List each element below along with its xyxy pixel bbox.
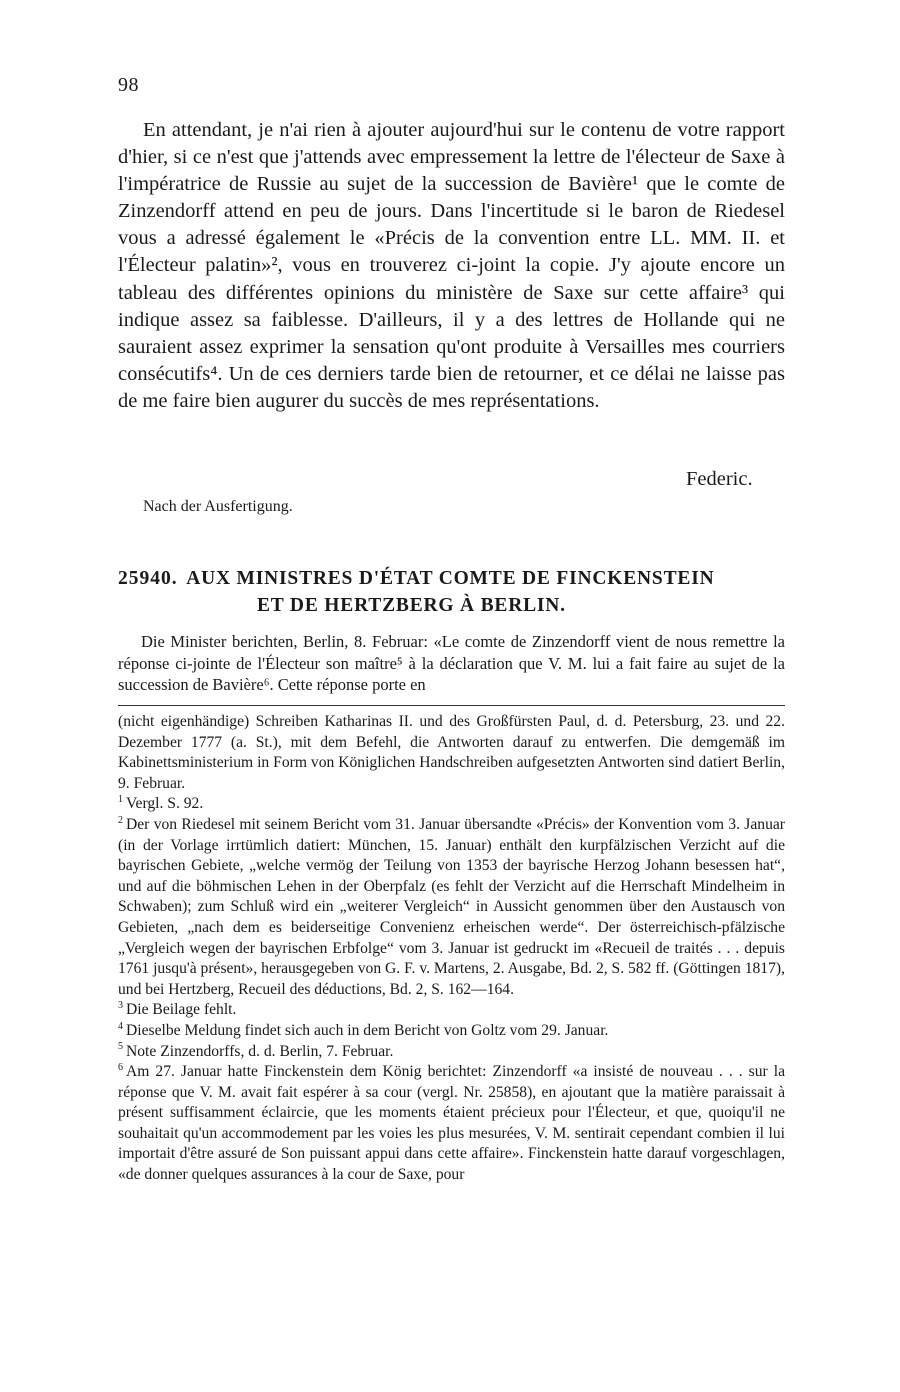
heading-line-2: ET DE HERTZBERG À BERLIN. bbox=[257, 595, 566, 616]
source-note: Nach der Ausfertigung. bbox=[143, 498, 293, 515]
footnote-4 bbox=[118, 1021, 785, 1042]
footnote-text: Note Zinzendorffs, d. d. Berlin, 7. Februar. bbox=[126, 1042, 394, 1060]
ministers-report: Die Minister berichten, Berlin, 8. Februar: «Le comte de Zinzendorff vient de nous remettre la réponse ci-jointe de l'Électeur son maître⁵ à la déclaration que V. M. lui a fait faire au sujet de la succession de Bavière⁶. Cette réponse porte en bbox=[118, 632, 785, 694]
letter-signature: Federic. bbox=[686, 468, 753, 490]
footnote-marker: 6 bbox=[118, 1061, 123, 1073]
footnote-text: Die Beilage fehlt. bbox=[126, 1001, 237, 1019]
footnote-marker: 3 bbox=[118, 1000, 123, 1012]
footnote-text: Vergl. S. 92. bbox=[126, 795, 204, 813]
footnote-1 bbox=[118, 794, 785, 815]
footnote-marker: 2 bbox=[118, 814, 123, 826]
footnote-marker: 1 bbox=[118, 794, 123, 806]
letter-body: En attendant, je n'ai rien à ajouter aujourd'hui sur le contenu de votre rapport d'hier, si ce n'est que j'attends avec empressement la lettre de l'électeur de Saxe à l'impératrice de Russie au sujet de la succession de Bavière¹ que le comte de Zinzendorff attend en peu de jours. Dans l'incertitude si le baron de Riedesel vous a adressé également le «Précis de la convention entre LL. MM. II. et l'Électeur palatin»², vous en trouverez ci-joint la copie. J'y ajoute encore un tableau des différentes opinions du ministère de Saxe sur cette affaire³ qui indique assez sa faiblesse. D'ailleurs, il y a des lettres de Hollande qui ne sauraient assez exprimer la sensation qu'ont produite à Versailles mes courriers consécutifs⁴. Un de ces derniers tarde bien de retourner, et ce délai ne laisse pas de me faire bien augurer du succès de mes représentations. bbox=[118, 119, 785, 412]
footnote-continued bbox=[118, 712, 785, 794]
heading-line-1: AUX MINISTRES D'ÉTAT COMTE DE FINCKENSTEIN bbox=[186, 568, 715, 589]
footnote-marker: 4 bbox=[118, 1020, 123, 1032]
footnote-3 bbox=[118, 1000, 785, 1021]
document-number: 25940. bbox=[118, 568, 178, 589]
footnote-5 bbox=[118, 1042, 785, 1063]
page-number: 98 bbox=[118, 74, 139, 96]
footnote-2 bbox=[118, 815, 785, 1000]
footnote-text: Dieselbe Meldung findet sich auch in dem Bericht von Goltz vom 29. Januar. bbox=[126, 1021, 609, 1039]
footnote-6 bbox=[118, 1062, 785, 1186]
footnote-text: (nicht eigenhändige) Schreiben Katharinas II. und des Großfürsten Paul, d. d. Petersburg, 23. und 22. Dezember 1777 (a. St.), mit dem Befehl, die Antworten darauf zu entwerfen. Die demgemäß im Kabinettsministerium in Form von Königlichen Handschreiben aufgesetzten Antworten sind datiert Berlin, 9. Februar. bbox=[118, 713, 785, 792]
footnote-text: Der von Riedesel mit seinem Bericht vom 31. Januar übersandte «Précis» der Konvention vom 3. Januar (in der Vorlage irrtümlich datiert: München, 15. Januar) enthält den kurpfälzischen Verzicht auf die bayrischen Gebiete, „welche vermög der Teilung von 1353 der bayrische Herzog Johann besessen hat“, und auf die böhmischen Lehen in der Oberpfalz (es fehlt der Verzicht auf die Herrschaft Mindelheim in Schwaben); zum Schluß wird ein „weiterer Vergleich“ in Aussicht genommen über den Austausch von Gebieten, „nach dem es beiderseitige Convenienz erheischen werde“. Der österreichisch-pfälzische „Vergleich wegen der bayrischen Erbfolge“ vom 3. Januar ist gedruckt im «Recueil de traités . . . depuis 1761 jusqu'à présent», herausgegeben von G. F. v. Martens, 2. Ausgabe, Bd. 2, S. 582 ff. (Göttingen 1817), und bei Hertzberg, Recueil des déductions, Bd. 2, S. 162—164. bbox=[118, 815, 785, 998]
footnote-text: Am 27. Januar hatte Finckenstein dem König berichtet: Zinzendorff «a insisté de nouveau . . . sur la réponse que V. M. avait fait espérer à sa cour (vergl. Nr. 25858), en ajoutant que la matière paraissait à présent suffisamment éclaircie, que les moments étaient précieux pour l'Électeur, et que, quoiqu'il ne souhaitait qu'un accommodement par les voies les plus mesurées, V. M. sentirait cependant combien il lui importait d'être assuré de Son puissant appui dans cette affaire». Finckenstein hatte darauf vorgeschlagen, «de donner quelques assurances à la cour de Saxe, pour bbox=[118, 1063, 785, 1184]
footnote-marker: 5 bbox=[118, 1041, 123, 1053]
footnote-divider bbox=[118, 705, 785, 706]
document-heading bbox=[118, 565, 798, 619]
footnotes bbox=[118, 712, 785, 1186]
